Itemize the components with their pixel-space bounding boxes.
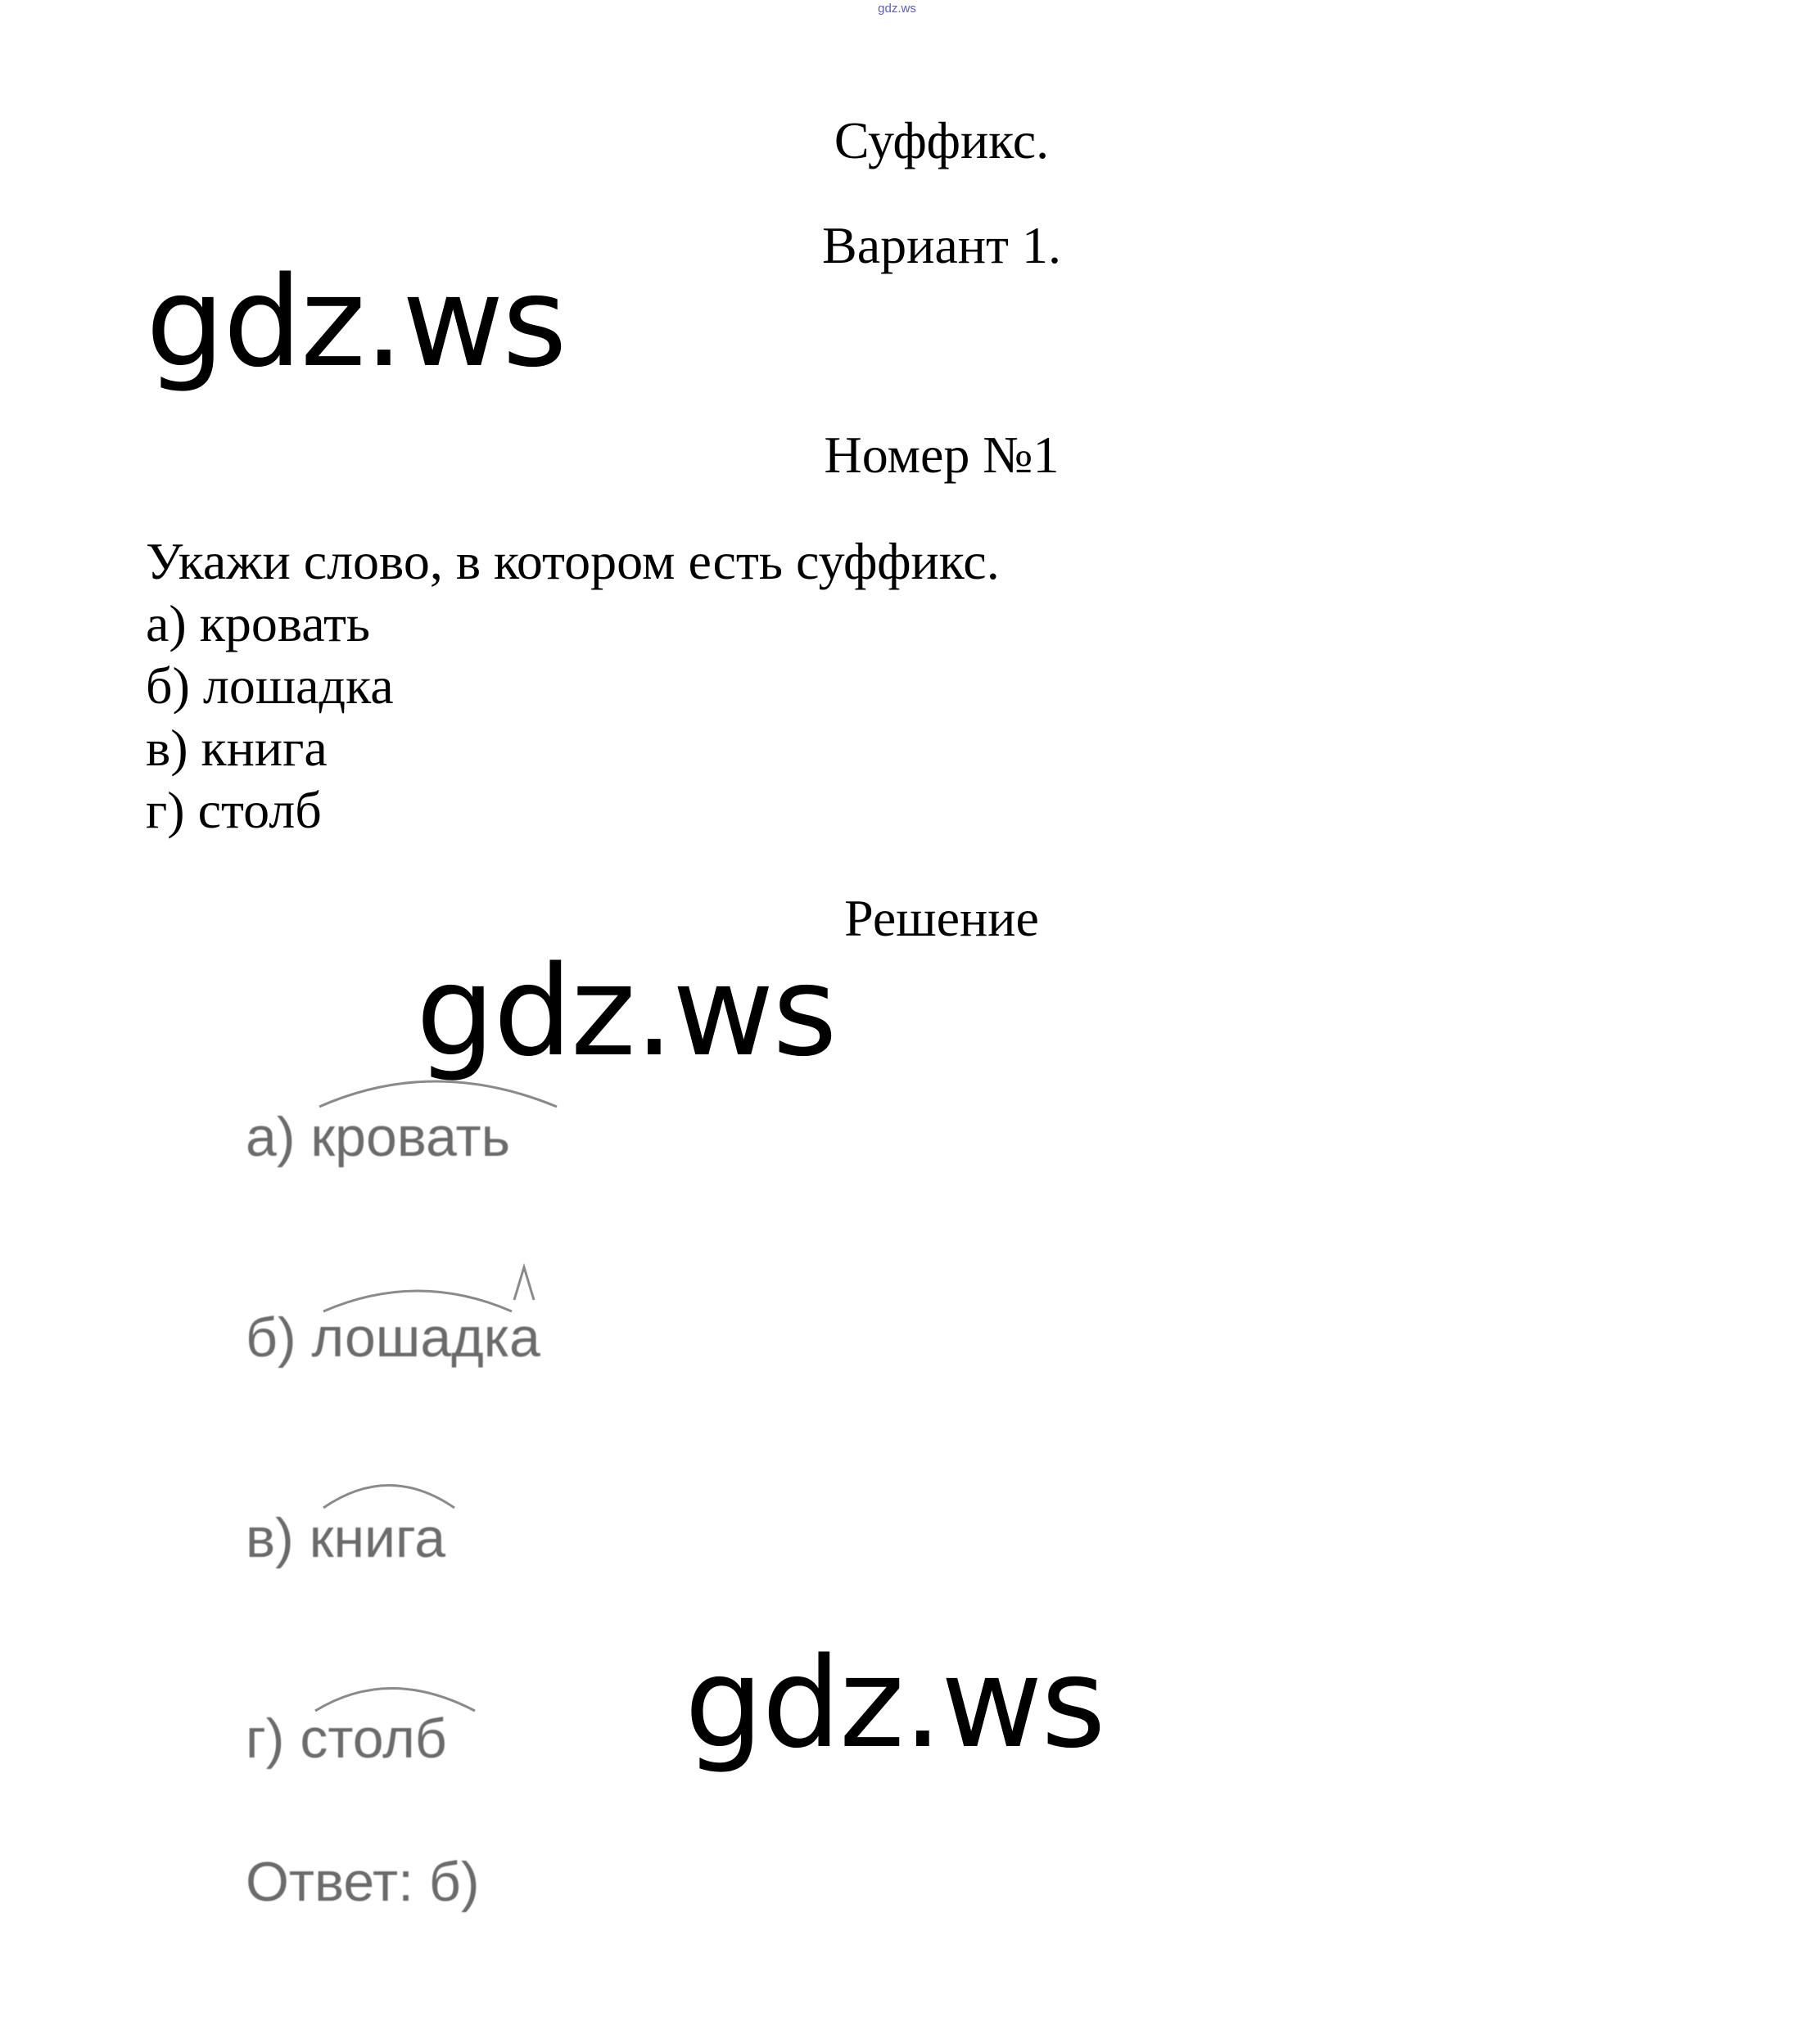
solution-letter-a: а)	[246, 1106, 296, 1168]
top-watermark: gdz.ws	[878, 2, 916, 16]
task-question: Укажи слово, в котором есть суффикс.	[146, 532, 1000, 590]
answer-text: Ответ: б)	[246, 1851, 480, 1913]
task-option-a: а) кровать	[146, 594, 371, 652]
suffix-mark-b	[508, 1259, 540, 1308]
solution-letter-c: в)	[246, 1507, 294, 1569]
watermark-3: gdz.ws	[685, 1631, 1105, 1776]
solution-row-c	[246, 1507, 446, 1569]
watermark-1: gdz.ws	[146, 250, 566, 395]
solution-letter-b: б)	[246, 1306, 296, 1369]
solution-row-a	[246, 1106, 511, 1168]
number-heading: Номер №1	[824, 426, 1060, 484]
task-block	[146, 530, 1000, 842]
task-option-b: б) лошадка	[146, 657, 394, 715]
task-option-c: в) книга	[146, 719, 328, 777]
solution-word-c: книга	[309, 1507, 446, 1569]
solution-heading: Решение	[844, 889, 1039, 947]
variant-heading: Вариант 1.	[822, 216, 1061, 274]
root-arc-d	[303, 1670, 499, 1719]
root-arc-c	[311, 1467, 508, 1516]
solution-letter-d: г)	[246, 1708, 285, 1770]
solution-word-d: столб	[300, 1708, 447, 1770]
page-title: Суффикс.	[834, 111, 1050, 169]
task-option-d: г) столб	[146, 781, 322, 839]
root-arc-a	[311, 1064, 573, 1113]
solution-row-d	[246, 1708, 447, 1770]
solution-word-a: кровать	[310, 1106, 511, 1168]
solution-word-b: лошадка	[311, 1306, 540, 1369]
watermark-2: gdz.ws	[416, 939, 836, 1084]
